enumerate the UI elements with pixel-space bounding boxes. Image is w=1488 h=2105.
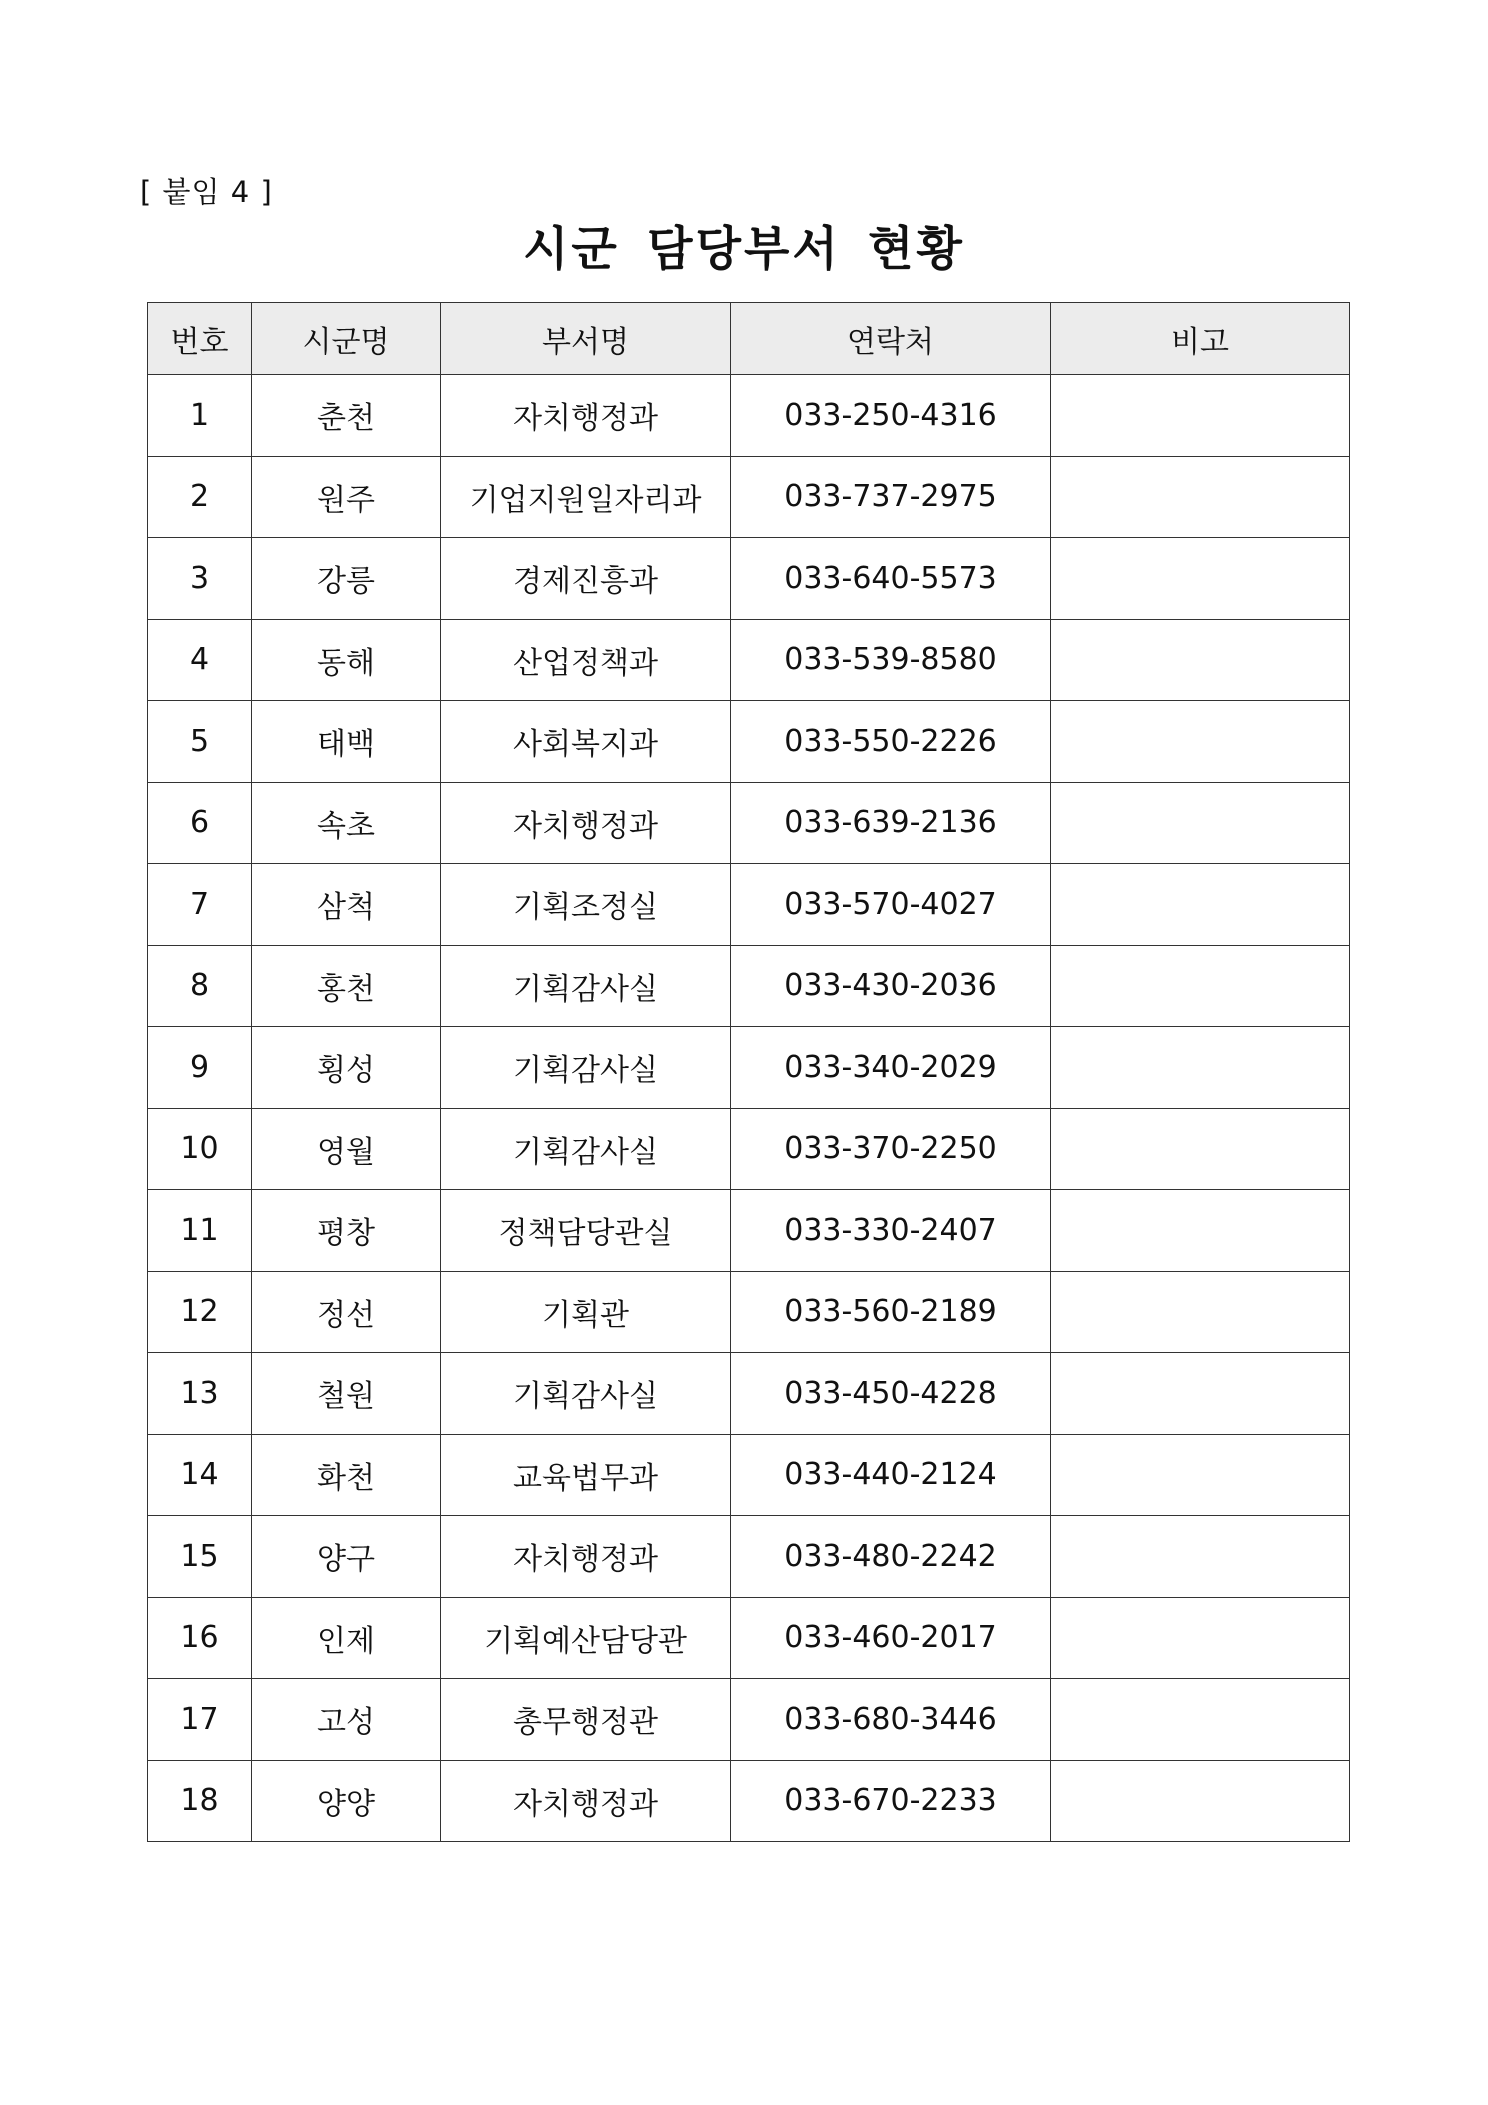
contact-number-cell: 033-550-2226 [731,701,1051,783]
remarks-cell [1051,619,1350,701]
table-row [148,1271,1350,1353]
row-number-cell: 5 [148,701,252,783]
contact-number-cell: 033-460-2017 [731,1597,1051,1679]
department-name-cell: 기획감사실 [441,1353,731,1435]
row-number-cell: 11 [148,1190,252,1272]
remarks-cell [1051,1353,1350,1435]
city-name-cell: 양양 [252,1760,441,1842]
table-row [148,619,1350,701]
document-title: 시군 담당부서 현황 [523,222,965,277]
table-row [148,1108,1350,1190]
table-row [148,1353,1350,1435]
remarks-cell [1051,538,1350,620]
table-body [148,375,1350,1842]
city-name-cell: 동해 [252,619,441,701]
contact-number-cell: 033-440-2124 [731,1434,1051,1516]
table-header-row [148,303,1350,375]
city-name-cell: 고성 [252,1679,441,1761]
remarks-cell [1051,864,1350,946]
remarks-cell [1051,375,1350,457]
row-number-cell: 10 [148,1108,252,1190]
table-row [148,1597,1350,1679]
department-name-cell: 정책담당관실 [441,1190,731,1272]
remarks-cell [1051,1760,1350,1842]
city-name-cell: 철원 [252,1353,441,1435]
department-name-cell: 교육법무과 [441,1434,731,1516]
department-name-cell: 자치행정과 [441,1760,731,1842]
contact-number-cell: 033-560-2189 [731,1271,1051,1353]
department-name-cell: 기획예산담당관 [441,1597,731,1679]
remarks-cell [1051,1679,1350,1761]
table-row [148,1027,1350,1109]
header-department-name: 부서명 [441,303,731,375]
row-number-cell: 13 [148,1353,252,1435]
remarks-cell [1051,945,1350,1027]
row-number-cell: 16 [148,1597,252,1679]
contact-number-cell: 033-640-5573 [731,538,1051,620]
row-number-cell: 14 [148,1434,252,1516]
contact-number-cell: 033-480-2242 [731,1516,1051,1598]
table-row [148,782,1350,864]
contact-number-cell: 033-570-4027 [731,864,1051,946]
table-row [148,864,1350,946]
contact-number-cell: 033-340-2029 [731,1027,1051,1109]
department-name-cell: 경제진흥과 [441,538,731,620]
remarks-cell [1051,1190,1350,1272]
row-number-cell: 12 [148,1271,252,1353]
header-city-name: 시군명 [252,303,441,375]
row-number-cell: 4 [148,619,252,701]
city-name-cell: 태백 [252,701,441,783]
contact-number-cell: 033-670-2233 [731,1760,1051,1842]
table-row [148,538,1350,620]
department-name-cell: 기획감사실 [441,945,731,1027]
remarks-cell [1051,701,1350,783]
department-name-cell: 기획감사실 [441,1108,731,1190]
department-name-cell: 자치행정과 [441,782,731,864]
contact-number-cell: 033-450-4228 [731,1353,1051,1435]
table-row [148,456,1350,538]
row-number-cell: 17 [148,1679,252,1761]
contact-number-cell: 033-737-2975 [731,456,1051,538]
row-number-cell: 7 [148,864,252,946]
table-row [148,1190,1350,1272]
department-name-cell: 기업지원일자리과 [441,456,731,538]
remarks-cell [1051,1516,1350,1598]
row-number-cell: 1 [148,375,252,457]
contact-number-cell: 033-250-4316 [731,375,1051,457]
city-name-cell: 원주 [252,456,441,538]
department-name-cell: 기획감사실 [441,1027,731,1109]
contact-number-cell: 033-330-2407 [731,1190,1051,1272]
department-name-cell: 산업정책과 [441,619,731,701]
row-number-cell: 6 [148,782,252,864]
city-name-cell: 춘천 [252,375,441,457]
row-number-cell: 9 [148,1027,252,1109]
remarks-cell [1051,1027,1350,1109]
table-row [148,1516,1350,1598]
row-number-cell: 18 [148,1760,252,1842]
city-name-cell: 속초 [252,782,441,864]
contact-number-cell: 033-539-8580 [731,619,1051,701]
remarks-cell [1051,1434,1350,1516]
table-row [148,1434,1350,1516]
contact-number-cell: 033-370-2250 [731,1108,1051,1190]
city-name-cell: 횡성 [252,1027,441,1109]
city-name-cell: 홍천 [252,945,441,1027]
city-name-cell: 강릉 [252,538,441,620]
city-name-cell: 양구 [252,1516,441,1598]
city-name-cell: 인제 [252,1597,441,1679]
remarks-cell [1051,1597,1350,1679]
row-number-cell: 3 [148,538,252,620]
department-name-cell: 자치행정과 [441,375,731,457]
department-name-cell: 자치행정과 [441,1516,731,1598]
row-number-cell: 2 [148,456,252,538]
remarks-cell [1051,782,1350,864]
department-name-cell: 총무행정관 [441,1679,731,1761]
contact-number-cell: 033-639-2136 [731,782,1051,864]
remarks-cell [1051,456,1350,538]
row-number-cell: 15 [148,1516,252,1598]
contact-number-cell: 033-430-2036 [731,945,1051,1027]
city-name-cell: 평창 [252,1190,441,1272]
attachment-label: [ 붙임 4 ] [140,175,273,209]
row-number-cell: 8 [148,945,252,1027]
city-name-cell: 정선 [252,1271,441,1353]
department-contact-table [147,302,1350,1842]
remarks-cell [1051,1108,1350,1190]
header-contact: 연락처 [731,303,1051,375]
city-name-cell: 화천 [252,1434,441,1516]
city-name-cell: 삼척 [252,864,441,946]
header-remarks: 비고 [1051,303,1350,375]
department-name-cell: 기획관 [441,1271,731,1353]
table-row [148,945,1350,1027]
header-number: 번호 [148,303,252,375]
table-row [148,375,1350,457]
table-row [148,701,1350,783]
table-row [148,1760,1350,1842]
department-name-cell: 기획조정실 [441,864,731,946]
contact-number-cell: 033-680-3446 [731,1679,1051,1761]
remarks-cell [1051,1271,1350,1353]
table-row [148,1679,1350,1761]
department-name-cell: 사회복지과 [441,701,731,783]
city-name-cell: 영월 [252,1108,441,1190]
